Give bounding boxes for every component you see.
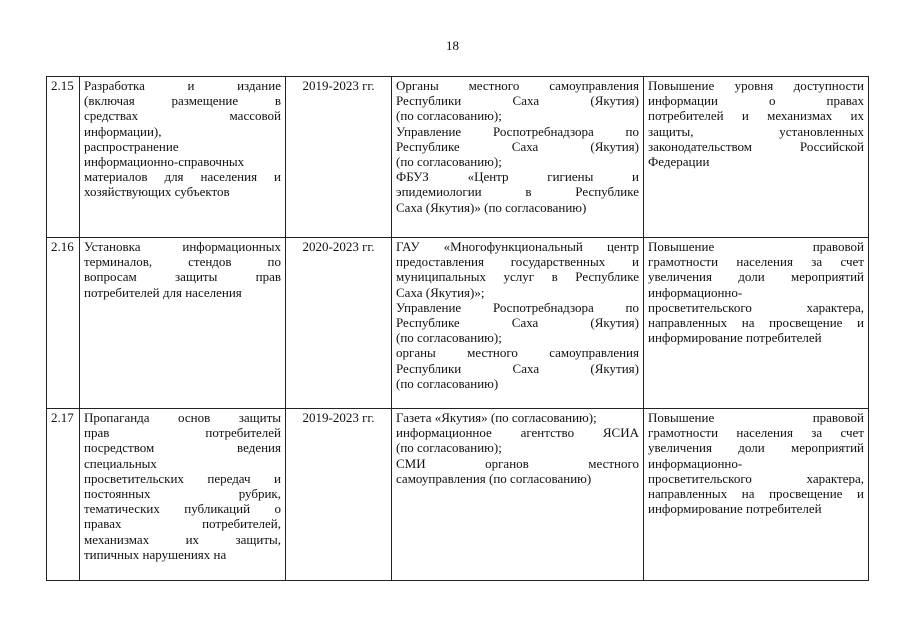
text-line: ГАУ «Многофункциональный центр bbox=[396, 239, 639, 254]
text-line: грамотности населения за счет bbox=[648, 425, 864, 441]
text-line: направленных на просвещение и bbox=[648, 486, 864, 502]
text-line: специальных bbox=[84, 455, 157, 471]
result-cell bbox=[644, 77, 869, 238]
period-cell: 2019-2023 гг. bbox=[286, 77, 392, 238]
text-line: Управление Роспотребнадзора по bbox=[396, 299, 639, 315]
result-cell bbox=[644, 409, 869, 581]
text-line: правах потребителей, bbox=[84, 516, 281, 532]
text-line: увеличения доли мероприятий bbox=[648, 440, 864, 456]
text-line: (по согласованию); bbox=[396, 108, 502, 124]
text-line: Повышение правовой bbox=[648, 410, 864, 425]
text-line: хозяйствующих субъектов bbox=[84, 184, 230, 200]
text-line: Установка информационных bbox=[84, 239, 281, 254]
text-line: ФБУЗ «Центр гигиены и bbox=[396, 169, 639, 185]
text-line: Республике Саха (Якутия) bbox=[396, 138, 639, 154]
text-line: Саха (Якутия)» (по согласованию) bbox=[396, 199, 587, 215]
activity-cell bbox=[80, 409, 286, 581]
text-line: информирование потребителей bbox=[648, 330, 822, 346]
text-line: Газета «Якутия» (по согласованию); bbox=[396, 410, 597, 425]
text-line: просветительского характера, bbox=[648, 470, 864, 486]
text-line: защиты, установленных bbox=[648, 123, 864, 139]
text-line: грамотности населения за счет bbox=[648, 254, 864, 270]
text-line: (по согласованию) bbox=[396, 375, 499, 391]
text-line: Республике Саха (Якутия) bbox=[396, 315, 639, 331]
text-line: Саха (Якутия)»; bbox=[396, 284, 485, 300]
text-line: (по согласованию); bbox=[396, 440, 502, 456]
text-line: муниципальных услуг в Республике bbox=[396, 269, 639, 285]
text-line: механизмах их защиты, bbox=[84, 531, 281, 547]
text-line: информационно- bbox=[648, 284, 743, 300]
text-line: Повышение уровня доступности bbox=[648, 78, 864, 93]
page-number: 18 bbox=[446, 38, 459, 53]
text-line: направленных на просвещение и bbox=[648, 315, 864, 331]
text-line: Федерации bbox=[648, 154, 710, 170]
text-line: информации), bbox=[84, 123, 162, 139]
text-line: информации о правах bbox=[648, 93, 864, 109]
text-line: эпидемиологии в Республике bbox=[396, 184, 639, 200]
result-cell bbox=[644, 238, 869, 409]
activity-cell bbox=[80, 238, 286, 409]
text-line: терминалов, стендов по bbox=[84, 254, 281, 270]
period-cell: 2020-2023 гг. bbox=[286, 238, 392, 409]
text-line: просветительских передач и bbox=[84, 470, 281, 486]
text-line: материалов для населения и bbox=[84, 169, 281, 185]
text-line: (по согласованию); bbox=[396, 330, 502, 346]
text-line: информирование потребителей bbox=[648, 501, 822, 517]
text-line: потребителей для населения bbox=[84, 284, 242, 300]
text-line: законодательством Российской bbox=[648, 138, 864, 154]
text-line: органы местного самоуправления bbox=[396, 345, 639, 361]
text-line: посредством ведения bbox=[84, 440, 281, 456]
text-line: Повышение правовой bbox=[648, 239, 864, 254]
text-line: (включая размещение в bbox=[84, 93, 281, 109]
text-line: Пропаганда основ защиты bbox=[84, 410, 281, 425]
text-line: тематических публикаций о bbox=[84, 501, 281, 517]
text-line: средствах массовой bbox=[84, 108, 281, 124]
text-line: просветительского характера, bbox=[648, 299, 864, 315]
text-line: информационно- bbox=[648, 455, 743, 471]
executors-cell bbox=[392, 77, 644, 238]
text-line: Органы местного самоуправления bbox=[396, 78, 639, 93]
text-line: увеличения доли мероприятий bbox=[648, 269, 864, 285]
item-number: 2.16 bbox=[47, 238, 80, 409]
text-line: потребителей и механизмах их bbox=[648, 108, 864, 124]
executors-cell bbox=[392, 409, 644, 581]
text-line: Республики Саха (Якутия) bbox=[396, 93, 639, 109]
text-line: (по согласованию); bbox=[396, 154, 502, 170]
text-line: вопросам защиты прав bbox=[84, 269, 281, 285]
executors-cell bbox=[392, 238, 644, 409]
text-line: распространение bbox=[84, 138, 179, 154]
text-line: информационное агентство ЯСИА bbox=[396, 425, 639, 441]
text-line: постоянных рубрик, bbox=[84, 486, 281, 502]
item-number: 2.17 bbox=[47, 409, 80, 581]
text-line: Республики Саха (Якутия) bbox=[396, 360, 639, 376]
text-line: Разработка и издание bbox=[84, 78, 281, 93]
text-line: информационно-справочных bbox=[84, 154, 245, 170]
text-line: СМИ органов местного bbox=[396, 455, 639, 471]
measures-table bbox=[46, 76, 869, 581]
activity-cell bbox=[80, 77, 286, 238]
period-cell: 2019-2023 гг. bbox=[286, 409, 392, 581]
table-row bbox=[47, 238, 869, 409]
text-line: самоуправления (по согласованию) bbox=[396, 470, 592, 486]
text-line: предоставления государственных и bbox=[396, 254, 639, 270]
table-row bbox=[47, 409, 869, 581]
text-line: прав потребителей bbox=[84, 425, 281, 441]
item-number: 2.15 bbox=[47, 77, 80, 238]
text-line: Управление Роспотребнадзора по bbox=[396, 123, 639, 139]
table-row bbox=[47, 77, 869, 238]
text-line: типичных нарушениях на bbox=[84, 546, 227, 562]
